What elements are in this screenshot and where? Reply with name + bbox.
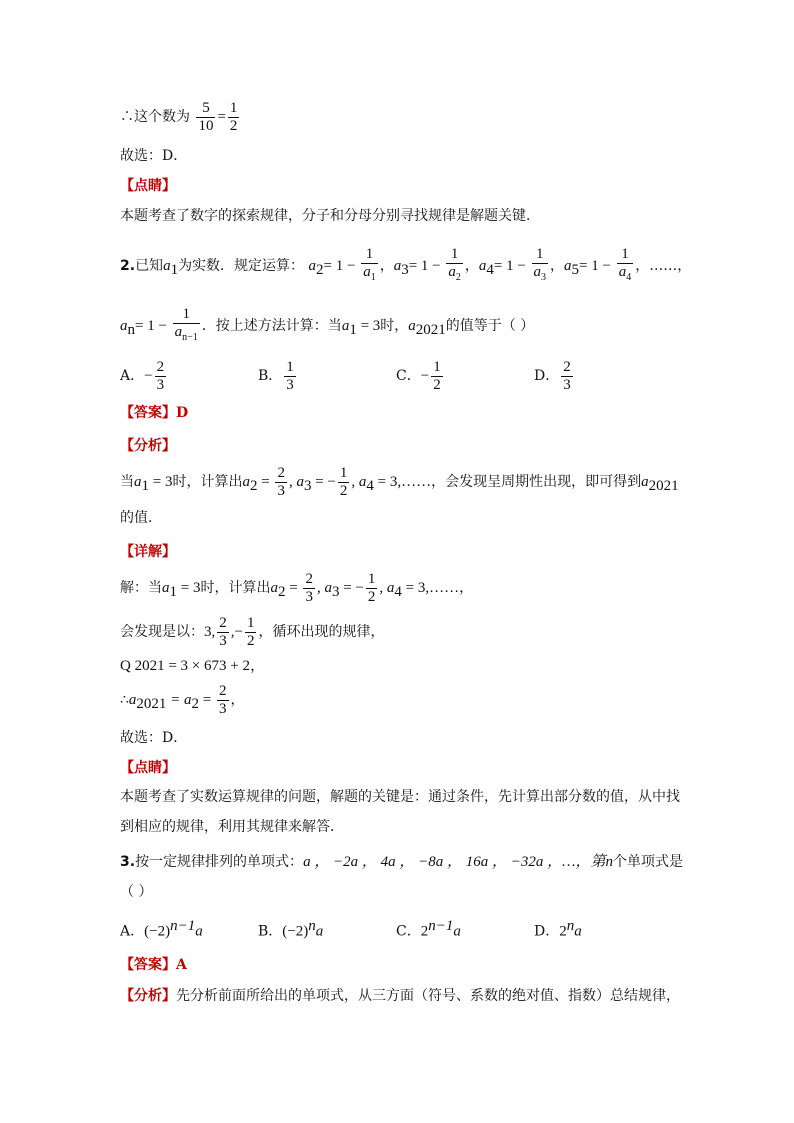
q2-point-tag: 【点睛】	[120, 760, 176, 776]
top-point-tag: 【点睛】	[120, 178, 176, 194]
q2-option-a: A．− $\frac{2}{3}$	[120, 358, 165, 393]
q2-choose: 故选：D．	[120, 730, 188, 746]
q2-general: $a_n= 1$ − $\frac{1}{a_{n-1}}$ ．按上述方法计算：当$a_1 = 3$时，$a_{2021}$的值等于（ ）	[120, 306, 534, 350]
q2-option-d: D． $\frac{2}{3}$	[534, 358, 571, 393]
therefore-line: ∴这个数为 $\frac{5}{10}$ = $\frac{1}{2}$	[120, 99, 238, 134]
q3-answer: 【答案】A	[120, 957, 187, 973]
rule-2: $a_2= 1$ − $\frac{1}{a_1}$ ，	[308, 246, 394, 283]
q2-stem: 2.已知$a_1$为实数．规定运算： $a_2= 1$ − $\frac{1}{a_1}$ ，$a_3= 1$ − $\frac{1}{a_2}$ ，$a_4= 1$ − $\frac{1}{a_3}$ ，$a_5= 1$ − $\frac{1}{a_4}$ ，……，	[120, 246, 692, 283]
top-choose: 故选：D．	[120, 148, 188, 164]
q2-result: $\therefore a_{2021} = a_2$ = $\frac{2}{3}$ ，	[120, 682, 245, 717]
fraction-5-10: $\frac{5}{10}$	[198, 99, 214, 134]
top-comment: 本题考查了数字的探索规律，分子和分母分别寻找规律是解题关键．	[120, 208, 540, 224]
rule-5: $a_5= 1$ − $\frac{1}{a_4}$ ，……，	[564, 246, 692, 283]
q3-option-a: A．$(-2)^{n-1}a$	[120, 918, 203, 940]
q2-detail-tag: 【详解】	[120, 544, 176, 560]
q3-stem: 3.按一定规律排列的单项式：a ， −2a ， 4a ， −8a ， 16a ， −32a ，…，第n个单项式是	[120, 854, 684, 870]
q2-comment: 本题考查了实数运算规律的问题，解题的关键是：通过条件，先计算出部分数的值，从中找到相应的规律，利用其规律来解答．	[120, 789, 680, 835]
q3-option-d: D．2$^n$a	[534, 918, 582, 940]
therefore-text: ∴这个数为	[120, 109, 190, 125]
rule-4: $a_4= 1$ − $\frac{1}{a_3}$ ，	[478, 246, 565, 283]
q3-option-b: B．$(-2)^na$	[258, 918, 324, 940]
q2-analysis-tag: 【分析】	[120, 438, 176, 454]
q2-cycle: 会发现是以：3, $\frac{2}{3}$ ,− $\frac{1}{2}$ ，循环出现的规律，	[120, 614, 385, 649]
q2-analysis: 当$a_1 = 3$时，计算出$a_2$ = $\frac{2}{3}$ , $a_3$ = − $\frac{1}{2}$ , $a_4$ = 3,……，会发现呈周期性出现，即可得到$a_{2021}$	[120, 464, 679, 499]
general-fraction: $\frac{1}{a_{n-1}}$	[174, 306, 198, 343]
q2-detail-1: 解：当$a_1 = 3$时，计算出$a_2$ = $\frac{2}{3}$ , $a_3$ = − $\frac{1}{2}$ , $a_4$ = 3,……，	[120, 570, 474, 605]
q2-analysis-end: 的值．	[120, 510, 162, 526]
q2-because: Q 2021 = 3 × 673 + 2，	[120, 658, 265, 674]
q3-paren: （ ）	[120, 884, 153, 900]
q2-option-b: B． $\frac{1}{3}$	[258, 358, 294, 393]
q2-option-c: C．− $\frac{1}{2}$	[396, 358, 441, 393]
q3-analysis: 【分析】先分析前面所给出的单项式，从三方面（符号、系数的绝对值、指数）总结规律，	[120, 988, 680, 1004]
rule-3: $a_3= 1$ − $\frac{1}{a_2}$ ，	[393, 246, 479, 283]
fraction-1-2: $\frac{1}{2}$	[229, 99, 238, 134]
q2-answer: 【答案】D	[120, 405, 189, 421]
q3-option-c: C．$2^{n-1}a$	[396, 918, 461, 940]
